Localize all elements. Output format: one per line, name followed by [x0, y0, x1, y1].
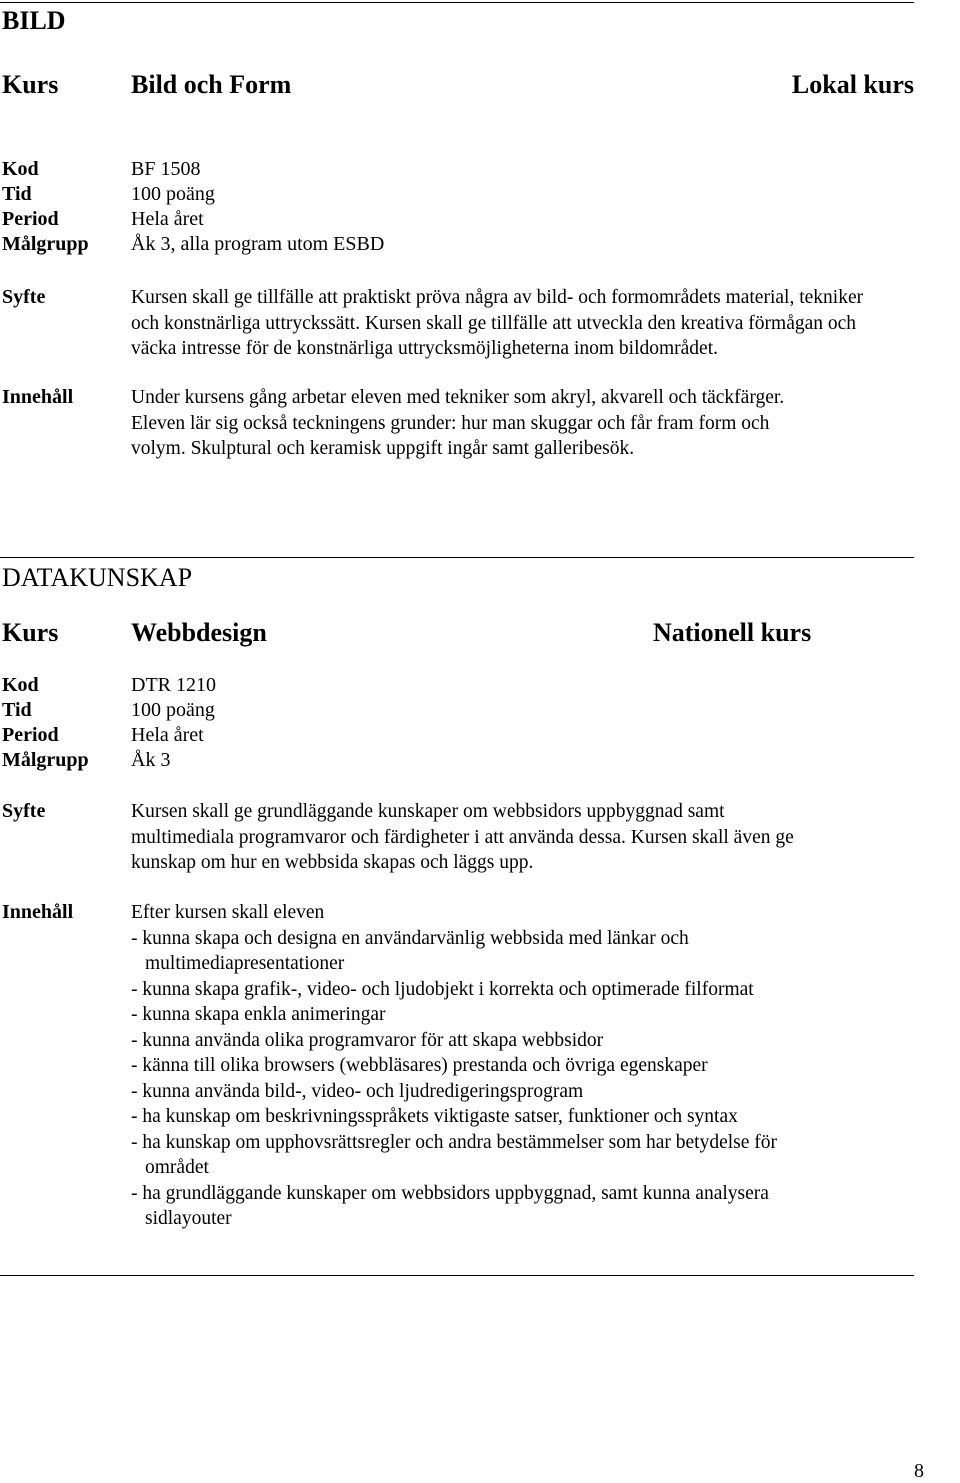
list-item-continuation: området — [145, 1157, 209, 1178]
course-name: Webbdesign — [131, 618, 267, 647]
section-divider — [0, 557, 914, 558]
syfte-label: Syfte — [2, 286, 46, 308]
innehall-line: Under kursens gång arbetar eleven med tekniker som akryl, akvarell och täckfärger. — [131, 387, 785, 408]
section-heading-bild: BILD — [2, 6, 66, 35]
innehall-label: Innehåll — [2, 386, 74, 408]
list-item-continuation: multimediapresentationer — [145, 953, 345, 974]
field-value-tid: 100 poäng — [131, 699, 215, 721]
syfte-text — [131, 285, 863, 362]
list-item: - kunna skapa grafik-, video- och ljudobjekt i korrekta och optimerade filformat — [131, 978, 754, 1000]
field-value-period: Hela året — [131, 208, 204, 230]
syfte-text — [131, 799, 794, 876]
section-heading-datakunskap: DATAKUNSKAP — [2, 563, 193, 592]
list-item: - kunna använda olika programvaror för att skapa webbsidor — [131, 1029, 604, 1051]
list-item: - ha kunskap om beskrivningsspråkets viktigaste satser, funktioner och syntax — [131, 1106, 738, 1127]
course-type: Nationell kurs — [653, 618, 812, 647]
list-item: - ha kunskap om upphovsrättsregler och andra bestämmelser som har betydelse för — [131, 1131, 778, 1153]
field-label-tid: Tid — [2, 699, 32, 721]
field-value-malgrupp: Åk 3 — [131, 749, 171, 771]
field-label-kod: Kod — [2, 674, 39, 696]
list-item: - kunna skapa och designa en användarvänlig webbsida med länkar och — [131, 927, 689, 949]
innehall-line: Eleven lär sig också teckningens grunder: hur man skuggar och får fram form och — [131, 412, 770, 434]
field-label-malgrupp: Målgrupp — [2, 749, 89, 771]
field-label-kod: Kod — [2, 158, 39, 180]
top-rule — [0, 2, 914, 3]
innehall-intro: Efter kursen skall eleven — [131, 902, 325, 923]
field-value-kod: BF 1508 — [131, 158, 201, 180]
field-label-malgrupp: Målgrupp — [2, 233, 89, 255]
syfte-line: kunskap om hur en webbsida skapas och läggs upp. — [131, 852, 534, 873]
field-value-kod: DTR 1210 — [131, 674, 216, 696]
course-type: Lokal kurs — [791, 70, 914, 99]
list-item: - kunna skapa enkla animeringar — [131, 1004, 386, 1025]
list-item: - ha grundläggande kunskaper om webbsidors uppbyggnad, samt kunna analysera — [131, 1182, 769, 1204]
innehall-line: volym. Skulptural och keramisk uppgift ingår samt galleribesök. — [131, 438, 635, 459]
syfte-line: Kursen skall ge tillfälle att praktiskt pröva några av bild- och formområdets material, tekniker — [131, 287, 864, 308]
course-label: Kurs — [2, 70, 59, 99]
innehall-text — [131, 385, 784, 462]
syfte-line: och konstnärliga uttryckssätt. Kursen skall ge tillfälle att utveckla den kreativa förmågan och — [131, 312, 857, 334]
syfte-label: Syfte — [2, 800, 46, 822]
innehall-label: Innehåll — [2, 901, 74, 923]
field-label-tid: Tid — [2, 183, 32, 205]
syfte-line: väcka intresse för de konstnärliga uttrycksmöjligheterna inom bildområdet. — [131, 338, 718, 359]
syfte-line: Kursen skall ge grundläggande kunskaper om webbsidors uppbyggnad samt — [131, 801, 725, 822]
field-value-tid: 100 poäng — [131, 183, 215, 205]
page-number: 8 — [914, 1460, 924, 1482]
course-name: Bild och Form — [131, 70, 292, 99]
course-label: Kurs — [2, 618, 59, 647]
list-item-continuation: sidlayouter — [145, 1208, 232, 1229]
field-value-period: Hela året — [131, 724, 204, 746]
syfte-line: multimediala programvaror och färdigheter i att använda dessa. Kursen skall även ge — [131, 826, 794, 848]
bottom-rule — [0, 1275, 914, 1276]
field-label-period: Period — [2, 208, 59, 230]
innehall-text — [131, 900, 777, 1232]
list-item: - känna till olika browsers (webbläsares) prestanda och övriga egenskaper — [131, 1055, 708, 1076]
field-label-period: Period — [2, 724, 59, 746]
field-value-malgrupp: Åk 3, alla program utom ESBD — [131, 233, 385, 255]
list-item: - kunna använda bild-, video- och ljudredigeringsprogram — [131, 1080, 584, 1102]
